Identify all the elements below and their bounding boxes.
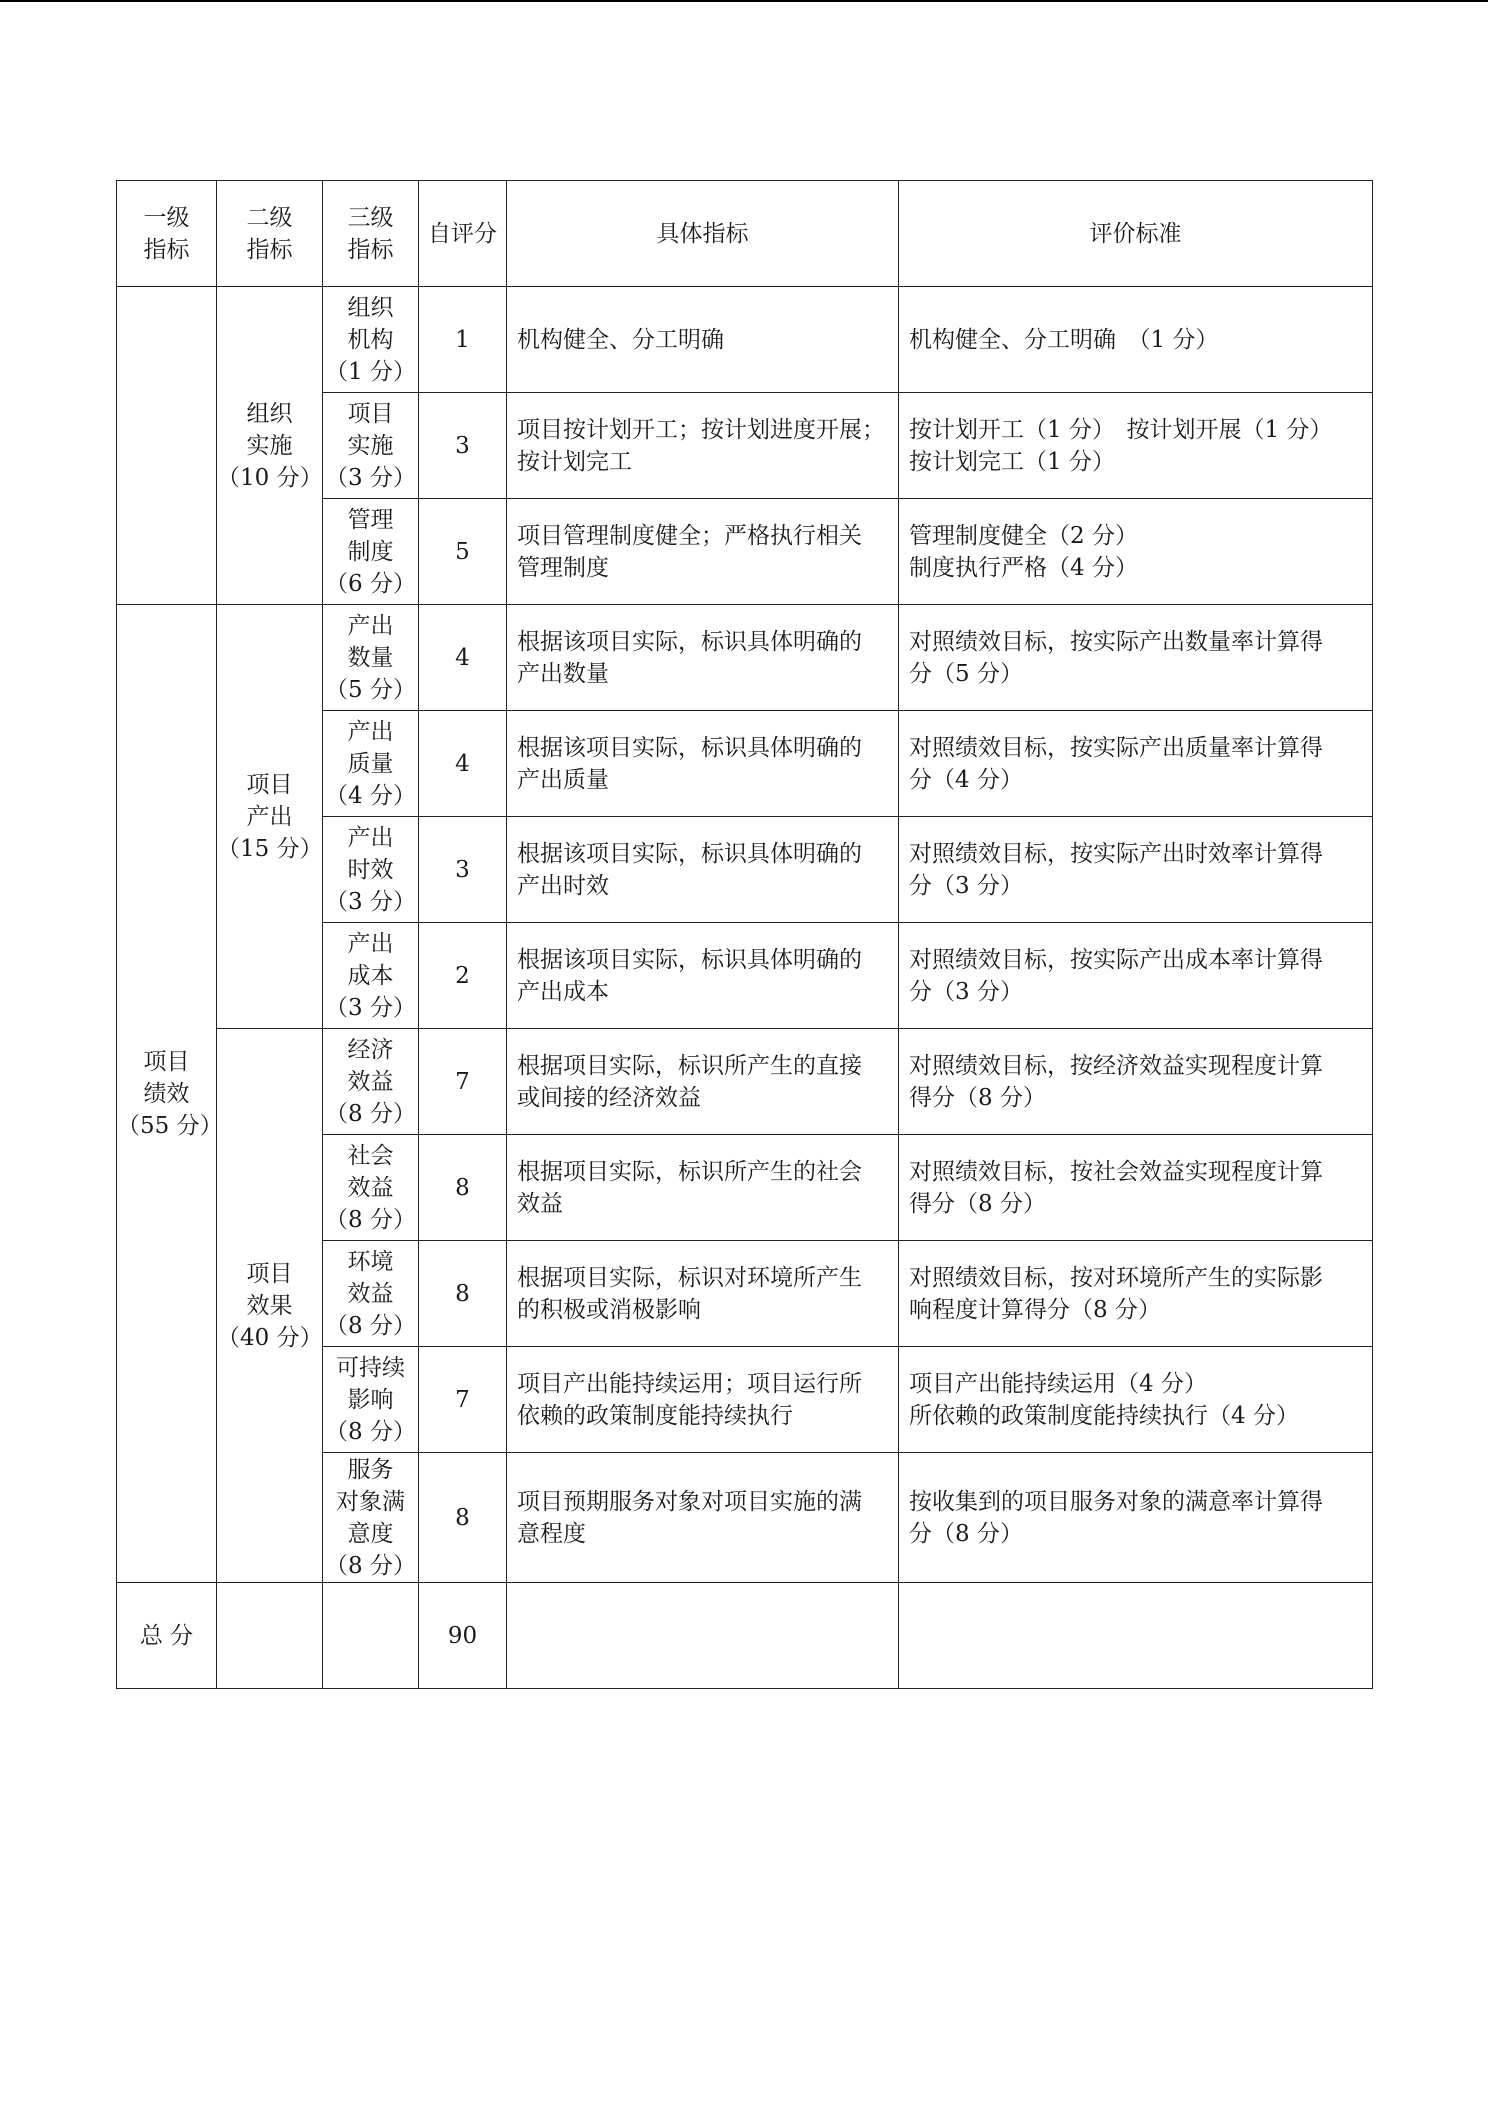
indicator-cell: 根据项目实际，标识对环境所产生 的积极或消极影响 (507, 1241, 899, 1347)
criteria-cell: 对照绩效目标，按实际产出时效率计算得 分（3 分） (899, 817, 1373, 923)
score-cell: 8 (419, 1453, 507, 1583)
level1-cell: 项目 绩效 （55 分） (117, 605, 217, 1583)
score-cell: 8 (419, 1135, 507, 1241)
criteria-cell: 项目产出能持续运用（4 分） 所依赖的政策制度能持续执行（4 分） (899, 1347, 1373, 1453)
indicator-cell: 项目产出能持续运用；项目运行所 依赖的政策制度能持续执行 (507, 1347, 899, 1453)
criteria-cell: 按计划开工（1 分） 按计划开展（1 分） 按计划完工（1 分） (899, 393, 1373, 499)
header-row (117, 181, 1373, 287)
score-cell: 5 (419, 499, 507, 605)
level3-cell: 产出 时效 （3 分） (323, 817, 419, 923)
table-row (117, 605, 1373, 711)
total-score: 90 (419, 1583, 507, 1689)
indicator-cell: 根据该项目实际，标识具体明确的 产出数量 (507, 605, 899, 711)
level3-cell: 产出 成本 （3 分） (323, 923, 419, 1029)
score-cell: 1 (419, 287, 507, 393)
criteria-cell: 对照绩效目标，按对环境所产生的实际影 响程度计算得分（8 分） (899, 1241, 1373, 1347)
level3-cell: 环境 效益 （8 分） (323, 1241, 419, 1347)
level2-cell: 组织 实施 （10 分） (217, 287, 323, 605)
criteria-cell: 对照绩效目标，按实际产出成本率计算得 分（3 分） (899, 923, 1373, 1029)
level3-cell: 产出 质量 （4 分） (323, 711, 419, 817)
criteria-cell: 对照绩效目标，按实际产出质量率计算得 分（4 分） (899, 711, 1373, 817)
score-cell: 3 (419, 393, 507, 499)
level3-cell: 组织 机构 （1 分） (323, 287, 419, 393)
table-row (117, 287, 1373, 393)
level3-cell: 可持续 影响 （8 分） (323, 1347, 419, 1453)
indicator-cell: 机构健全、分工明确 (507, 287, 899, 393)
level3-cell: 社会 效益 （8 分） (323, 1135, 419, 1241)
score-cell: 4 (419, 711, 507, 817)
score-cell: 7 (419, 1347, 507, 1453)
criteria-cell: 对照绩效目标，按经济效益实现程度计算 得分（8 分） (899, 1029, 1373, 1135)
evaluation-table (116, 180, 1373, 1689)
level3-cell: 服务 对象满 意度 （8 分） (323, 1453, 419, 1583)
level3-cell: 项目 实施 （3 分） (323, 393, 419, 499)
top-border-line (0, 0, 1488, 2)
total-row (117, 1583, 1373, 1689)
criteria-cell: 对照绩效目标，按社会效益实现程度计算 得分（8 分） (899, 1135, 1373, 1241)
criteria-cell: 管理制度健全（2 分） 制度执行严格（4 分） (899, 499, 1373, 605)
score-cell: 4 (419, 605, 507, 711)
score-cell: 2 (419, 923, 507, 1029)
table-row (117, 1029, 1373, 1135)
level2-cell: 项目 产出 （15 分） (217, 605, 323, 1029)
indicator-cell: 项目管理制度健全；严格执行相关 管理制度 (507, 499, 899, 605)
level3-cell: 产出 数量 （5 分） (323, 605, 419, 711)
header-level2: 二级 指标 (217, 181, 323, 287)
empty-cell (323, 1583, 419, 1689)
criteria-cell: 按收集到的项目服务对象的满意率计算得 分（8 分） (899, 1453, 1373, 1583)
header-self-score: 自评分 (419, 181, 507, 287)
total-label: 总 分 (117, 1583, 217, 1689)
empty-cell (507, 1583, 899, 1689)
indicator-cell: 根据项目实际，标识所产生的社会 效益 (507, 1135, 899, 1241)
header-level3: 三级 指标 (323, 181, 419, 287)
level1-blank-cell (117, 287, 217, 605)
indicator-cell: 项目按计划开工；按计划进度开展； 按计划完工 (507, 393, 899, 499)
level2-cell: 项目 效果 （40 分） (217, 1029, 323, 1583)
indicator-cell: 根据该项目实际，标识具体明确的 产出成本 (507, 923, 899, 1029)
empty-cell (217, 1583, 323, 1689)
header-criteria: 评价标准 (899, 181, 1373, 287)
indicator-cell: 项目预期服务对象对项目实施的满 意程度 (507, 1453, 899, 1583)
score-cell: 7 (419, 1029, 507, 1135)
criteria-cell: 对照绩效目标，按实际产出数量率计算得 分（5 分） (899, 605, 1373, 711)
score-cell: 3 (419, 817, 507, 923)
level3-cell: 经济 效益 （8 分） (323, 1029, 419, 1135)
indicator-cell: 根据该项目实际，标识具体明确的 产出质量 (507, 711, 899, 817)
header-indicator: 具体指标 (507, 181, 899, 287)
criteria-cell: 机构健全、分工明确 （1 分） (899, 287, 1373, 393)
indicator-cell: 根据项目实际，标识所产生的直接 或间接的经济效益 (507, 1029, 899, 1135)
score-cell: 8 (419, 1241, 507, 1347)
indicator-cell: 根据该项目实际，标识具体明确的 产出时效 (507, 817, 899, 923)
empty-cell (899, 1583, 1373, 1689)
header-level1: 一级 指标 (117, 181, 217, 287)
level3-cell: 管理 制度 （6 分） (323, 499, 419, 605)
